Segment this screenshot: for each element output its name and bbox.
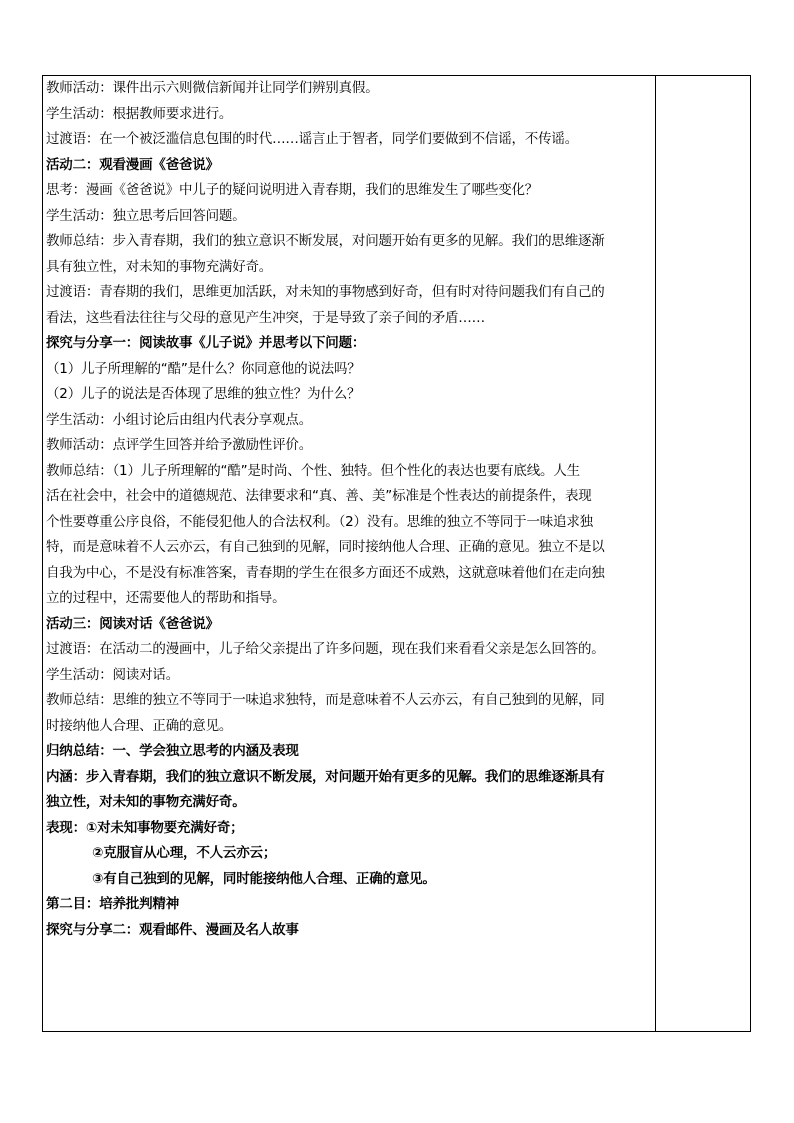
summary-line: 内涵：步入青春期，我们的独立意识不断发展，对问题开始有更多的见解。我们的思维逐渐具有 xyxy=(46,768,605,785)
text-line: 具有独立性，对未知的事物充满好奇。 xyxy=(46,258,273,275)
summary-item: ③有自己独到的见解，同时能接纳他人合理、正确的意见。 xyxy=(92,870,436,887)
text-line: 学生活动：阅读对话。 xyxy=(46,666,179,683)
text-line: 学生活动：独立思考后回答问题。 xyxy=(46,207,246,224)
text-line: 立的过程中，还需要他人的帮助和指导。 xyxy=(46,590,286,606)
text-line: 教师总结：步入青春期，我们的独立意识不断发展，对问题开始有更多的见解。我们的思维逐渐 xyxy=(46,233,605,249)
section-heading: 探究与分享二：观看邮件、漫画及名人故事 xyxy=(46,921,299,938)
section-heading: 活动二：观看漫画《爸爸说》 xyxy=(46,156,219,173)
text-line: 个性要尊重公序良俗，不能侵犯他人的合法权利。（2）没有。思维的独立不等同于一味追求独 xyxy=(46,513,593,530)
text-line: （2）儿子的说法是否体现了思维的独立性？为什么？ xyxy=(46,386,361,402)
text-line: 特，而是意味着不人云亦云，有自己独到的见解，同时接纳他人合理、正确的意见。独立不是以 xyxy=(46,539,605,555)
section-heading: 探究与分享一：阅读故事《儿子说》并思考以下问题： xyxy=(46,335,366,351)
text-line: 时接纳他人合理、正确的意见。 xyxy=(46,717,233,734)
text-line: 看法，这些看法往往与父母的意见产生冲突，于是导致了亲子间的矛盾…… xyxy=(46,309,485,326)
text-line: 过渡语：青春期的我们，思维更加活跃，对未知的事物感到好奇，但有时对待问题我们有自己的 xyxy=(46,284,605,300)
text-line: 教师活动：点评学生回答并给予激励性评价。 xyxy=(46,437,312,453)
summary-line: 表现：①对未知事物要充满好奇； xyxy=(46,819,244,836)
section-heading: 活动三：阅读对话《爸爸说》 xyxy=(46,615,219,632)
lesson-plan-table xyxy=(42,75,751,1032)
notes-cell xyxy=(656,76,750,1031)
text-line: 学生活动：根据教师要求进行。 xyxy=(46,105,233,122)
text-line: 过渡语：在一个被泛滥信息包围的时代……谣言止于智者，同学们要做到不信谣，不传谣。 xyxy=(46,131,578,147)
summary-item: ②克服盲从心理，不人云亦云； xyxy=(92,845,277,861)
text-line: 教师总结：（1）儿子所理解的“酷”是时尚、个性、独特。但个性化的表达也要有底线。人生 xyxy=(46,462,580,479)
text-line: （1）儿子所理解的“酷”是什么？你同意他的说法吗？ xyxy=(46,360,361,377)
text-line: 教师总结：思维的独立不等同于一味追求独特，而是意味着不人云亦云，有自己独到的见解，同 xyxy=(46,692,605,708)
text-line: 活在社会中，社会中的道德规范、法律要求和“真、善、美”标准是个性表达的前提条件，表现 xyxy=(46,488,592,504)
text-line: 思考：漫画《爸爸说》中儿子的疑问说明进入青春期，我们的思维发生了哪些变化？ xyxy=(46,182,539,198)
text-line: 教师活动：课件出示六则微信新闻并让同学们辨别真假。 xyxy=(46,80,379,96)
text-line: 过渡语：在活动二的漫画中，儿子给父亲提出了许多问题，现在我们来看看父亲是怎么回答的。 xyxy=(46,641,605,657)
summary-heading: 归纳总结：一、学会独立思考的内涵及表现 xyxy=(46,743,299,759)
text-line: 学生活动：小组讨论后由组内代表分享观点。 xyxy=(46,411,312,428)
summary-line: 独立性，对未知的事物充满好奇。 xyxy=(46,794,246,810)
text-line: 自我为中心，不是没有标准答案，青春期的学生在很多方面还不成熟，这就意味着他们在走向独 xyxy=(46,564,605,581)
lesson-content-cell xyxy=(46,76,658,943)
section-heading: 第二目：培养批判精神 xyxy=(46,896,179,912)
